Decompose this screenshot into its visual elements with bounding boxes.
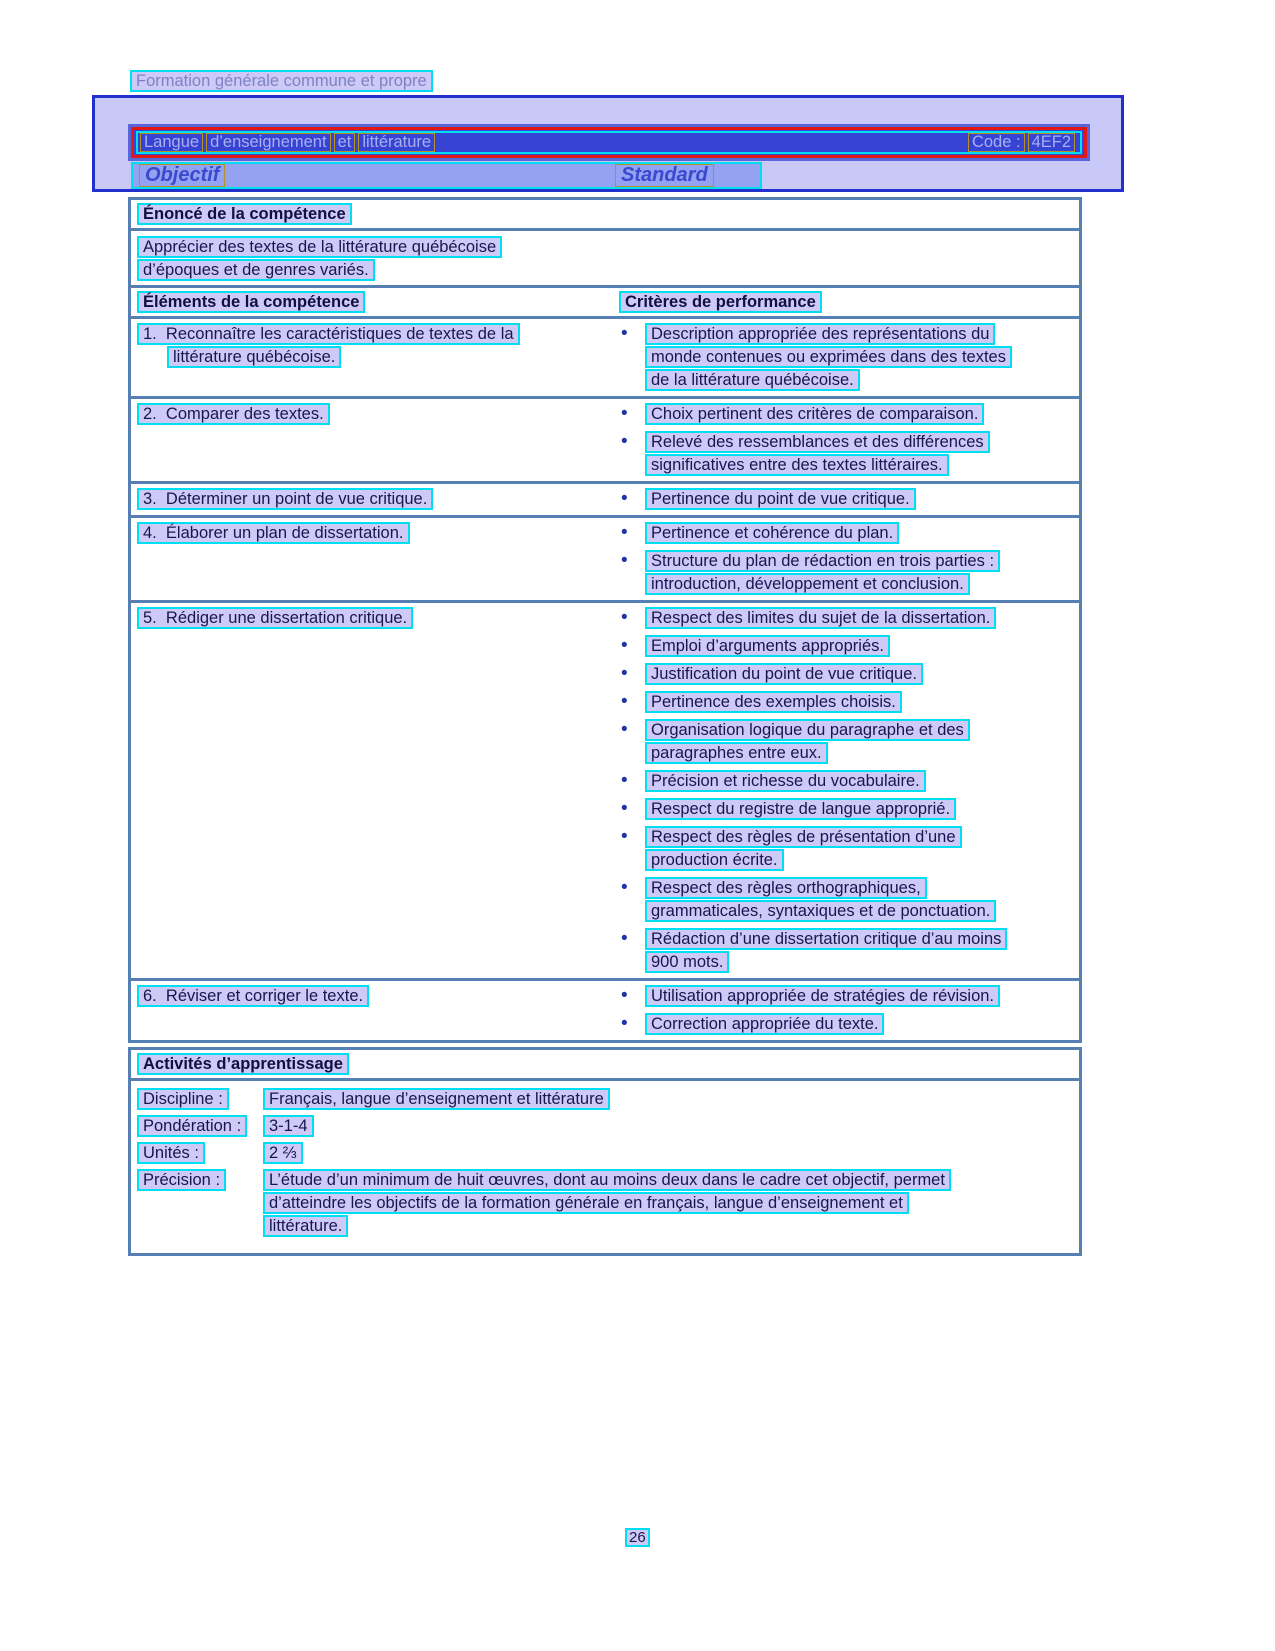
text-line: Choix pertinent des critères de comparaison. bbox=[645, 403, 984, 425]
criteria-cell bbox=[609, 488, 1079, 511]
bullet-icon: • bbox=[621, 550, 628, 571]
text-line: littérature. bbox=[263, 1215, 348, 1237]
text-line: production écrite. bbox=[645, 849, 784, 871]
criterion-lines bbox=[645, 488, 1075, 511]
criterion-lines bbox=[645, 928, 1075, 974]
criterion bbox=[621, 877, 1075, 923]
bullet-icon: • bbox=[621, 431, 628, 452]
competence-row bbox=[131, 600, 1079, 978]
text-line: Respect des règles orthographiques, bbox=[645, 877, 927, 899]
criterion bbox=[621, 488, 1075, 511]
activity-label-cell bbox=[137, 1142, 263, 1165]
bullet-icon: • bbox=[621, 798, 628, 819]
criterion bbox=[621, 928, 1075, 974]
bullet-icon: • bbox=[621, 928, 628, 949]
competence-row bbox=[131, 481, 1079, 515]
criterion bbox=[621, 635, 1075, 658]
competence-row bbox=[131, 396, 1079, 481]
criterion bbox=[621, 663, 1075, 686]
text-line: Description appropriée des représentations du bbox=[645, 323, 995, 345]
criterion bbox=[621, 798, 1075, 821]
criterion bbox=[621, 691, 1075, 714]
bullet-icon: • bbox=[621, 488, 628, 509]
text-line: paragraphes entre eux. bbox=[645, 742, 828, 764]
bullet-icon: • bbox=[621, 985, 628, 1006]
criterion bbox=[621, 1013, 1075, 1036]
bullet-icon: • bbox=[621, 403, 628, 424]
activites-header: Activités d’apprentissage bbox=[137, 1053, 349, 1075]
text-line: 3-1-4 bbox=[263, 1115, 314, 1137]
activity-label: Unités : bbox=[137, 1142, 205, 1164]
activites-body bbox=[131, 1081, 1079, 1253]
element-cell bbox=[131, 985, 609, 1036]
bullet-icon: • bbox=[621, 691, 628, 712]
text-line: de la littérature québécoise. bbox=[645, 369, 860, 391]
bullet-icon: • bbox=[621, 719, 628, 740]
criteria-cell bbox=[609, 985, 1079, 1036]
competence-row bbox=[131, 319, 1079, 396]
text-line: Respect des limites du sujet de la dissertation. bbox=[645, 607, 996, 629]
activity-label-cell bbox=[137, 1169, 263, 1238]
document-category bbox=[130, 70, 433, 92]
objectif-standard-row bbox=[131, 162, 762, 189]
criterion-lines bbox=[645, 826, 1075, 872]
bullet-icon: • bbox=[621, 522, 628, 543]
enonce-header-row bbox=[131, 200, 1079, 231]
standard-label: Standard bbox=[615, 164, 714, 187]
activity-label: Précision : bbox=[137, 1169, 226, 1191]
criterion-lines bbox=[645, 522, 1075, 545]
competence-row bbox=[131, 515, 1079, 600]
text-line: 1. Reconnaître les caractéristiques de textes de la bbox=[137, 323, 520, 345]
enonce-table bbox=[128, 197, 1082, 294]
text-line: littérature québécoise. bbox=[167, 346, 341, 368]
activity-row bbox=[137, 1169, 1073, 1238]
text-line: Structure du plan de rédaction en trois parties : bbox=[645, 550, 1000, 572]
bullet-icon: • bbox=[621, 826, 628, 847]
text-line: Pertinence et cohérence du plan. bbox=[645, 522, 899, 544]
criterion-lines bbox=[645, 323, 1075, 392]
criterion bbox=[621, 431, 1075, 477]
element-cell bbox=[131, 607, 609, 974]
title-line-box bbox=[136, 131, 1082, 154]
text-line: Emploi d’arguments appropriés. bbox=[645, 635, 890, 657]
text-line: Respect du registre de langue approprié. bbox=[645, 798, 956, 820]
title-word: littérature bbox=[358, 133, 435, 152]
criteria-cell bbox=[609, 403, 1079, 477]
criterion-lines bbox=[645, 985, 1075, 1008]
text-line: L’étude d’un minimum de huit œuvres, dont au moins deux dans le cadre cet objectif, permet bbox=[263, 1169, 951, 1191]
bullet-icon: • bbox=[621, 877, 628, 898]
text-line: Rédaction d’une dissertation critique d’au moins bbox=[645, 928, 1007, 950]
title-word: Langue bbox=[140, 133, 203, 152]
title-word: et bbox=[334, 133, 356, 152]
criterion bbox=[621, 719, 1075, 765]
code-label: Code : bbox=[968, 133, 1025, 152]
competence-rows bbox=[131, 319, 1079, 1040]
activity-label: Pondération : bbox=[137, 1115, 247, 1137]
text-line: Justification du point de vue critique. bbox=[645, 663, 923, 685]
text-line: monde contenues ou exprimées dans des textes bbox=[645, 346, 1012, 368]
text-line: Pertinence du point de vue critique. bbox=[645, 488, 916, 510]
text-line: 4. Élaborer un plan de dissertation. bbox=[137, 522, 410, 544]
text-line: d’atteindre les objectifs de la formation générale en français, langue d’enseignement et bbox=[263, 1192, 909, 1214]
criterion-lines bbox=[645, 877, 1075, 923]
criterion-lines bbox=[645, 663, 1075, 686]
elements-header-cell bbox=[137, 291, 609, 313]
bullet-icon: • bbox=[621, 607, 628, 628]
course-title bbox=[140, 133, 438, 152]
activity-row bbox=[137, 1115, 1073, 1138]
criteria-cell bbox=[609, 607, 1079, 974]
text-line: Français, langue d’enseignement et littérature bbox=[263, 1088, 610, 1110]
criterion-lines bbox=[645, 431, 1075, 477]
bullet-icon: • bbox=[621, 323, 628, 344]
enonce-header: Énoncé de la compétence bbox=[137, 203, 352, 225]
text-line: Apprécier des textes de la littérature québécoise bbox=[137, 236, 502, 258]
text-line: 2 ⅔ bbox=[263, 1142, 303, 1164]
criterion-lines bbox=[645, 719, 1075, 765]
criteria-cell bbox=[609, 323, 1079, 392]
activity-row bbox=[137, 1088, 1073, 1111]
text-line: 6. Réviser et corriger le texte. bbox=[137, 985, 369, 1007]
text-line: Utilisation appropriée de stratégies de révision. bbox=[645, 985, 1000, 1007]
activity-value-cell bbox=[263, 1115, 1073, 1138]
element-cell bbox=[131, 403, 609, 477]
bullet-icon: • bbox=[621, 1013, 628, 1034]
text-line: Organisation logique du paragraphe et des bbox=[645, 719, 970, 741]
text-line: Relevé des ressemblances et des différences bbox=[645, 431, 990, 453]
code-value: 4EF2 bbox=[1028, 133, 1075, 152]
enonce-body bbox=[131, 231, 1079, 291]
criterion bbox=[621, 985, 1075, 1008]
criterion-lines bbox=[645, 607, 1075, 630]
course-title-bar-inner bbox=[131, 127, 1087, 158]
activites-table bbox=[128, 1047, 1082, 1256]
criterion-lines bbox=[645, 798, 1075, 821]
text-line: 3. Déterminer un point de vue critique. bbox=[137, 488, 433, 510]
activity-label-cell bbox=[137, 1088, 263, 1111]
criterion-lines bbox=[645, 691, 1075, 714]
text-line: Pertinence des exemples choisis. bbox=[645, 691, 902, 713]
competence-table bbox=[128, 285, 1082, 1043]
competence-row bbox=[131, 978, 1079, 1040]
activity-value-cell bbox=[263, 1088, 1073, 1111]
activity-row bbox=[137, 1142, 1073, 1165]
activity-label-cell bbox=[137, 1115, 263, 1138]
text-line: 900 mots. bbox=[645, 951, 729, 973]
elements-header: Éléments de la compétence bbox=[137, 291, 365, 313]
document-category-text: Formation générale commune et propre bbox=[130, 70, 433, 92]
page-number bbox=[625, 1528, 650, 1547]
element-cell bbox=[131, 488, 609, 511]
text-line: Correction appropriée du texte. bbox=[645, 1013, 884, 1035]
bullet-icon: • bbox=[621, 663, 628, 684]
activites-header-row bbox=[131, 1050, 1079, 1081]
text-line: introduction, développement et conclusion. bbox=[645, 573, 970, 595]
criterion bbox=[621, 770, 1075, 793]
text-line: significatives entre des textes littéraires. bbox=[645, 454, 949, 476]
title-word: d’enseignement bbox=[206, 133, 331, 152]
element-cell bbox=[131, 323, 609, 392]
objectif-label: Objectif bbox=[139, 164, 225, 187]
page-number-text: 26 bbox=[625, 1528, 650, 1547]
course-title-bar bbox=[128, 124, 1090, 161]
criterion-lines bbox=[645, 403, 1075, 426]
criteres-header: Critères de performance bbox=[619, 291, 822, 313]
criterion bbox=[621, 522, 1075, 545]
criteria-cell bbox=[609, 522, 1079, 596]
criterion-lines bbox=[645, 550, 1075, 596]
criterion-lines bbox=[645, 770, 1075, 793]
text-line: 5. Rédiger une dissertation critique. bbox=[137, 607, 413, 629]
course-code bbox=[968, 133, 1078, 152]
criterion bbox=[621, 826, 1075, 872]
criterion-lines bbox=[645, 635, 1075, 658]
criteres-header-cell bbox=[609, 291, 1073, 313]
criterion bbox=[621, 607, 1075, 630]
criterion bbox=[621, 323, 1075, 392]
bullet-icon: • bbox=[621, 770, 628, 791]
element-cell bbox=[131, 522, 609, 596]
bullet-icon: • bbox=[621, 635, 628, 656]
competence-header-row bbox=[131, 288, 1079, 319]
criterion-lines bbox=[645, 1013, 1075, 1036]
criterion bbox=[621, 403, 1075, 426]
text-line: Respect des règles de présentation d’une bbox=[645, 826, 962, 848]
criterion bbox=[621, 550, 1075, 596]
text-line: d’époques et de genres variés. bbox=[137, 259, 375, 281]
activity-value-cell bbox=[263, 1169, 1073, 1238]
activity-value-cell bbox=[263, 1142, 1073, 1165]
text-line: Précision et richesse du vocabulaire. bbox=[645, 770, 926, 792]
activity-label: Discipline : bbox=[137, 1088, 229, 1110]
text-line: grammaticales, syntaxiques et de ponctuation. bbox=[645, 900, 996, 922]
header-box bbox=[92, 95, 1124, 192]
text-line: 2. Comparer des textes. bbox=[137, 403, 330, 425]
